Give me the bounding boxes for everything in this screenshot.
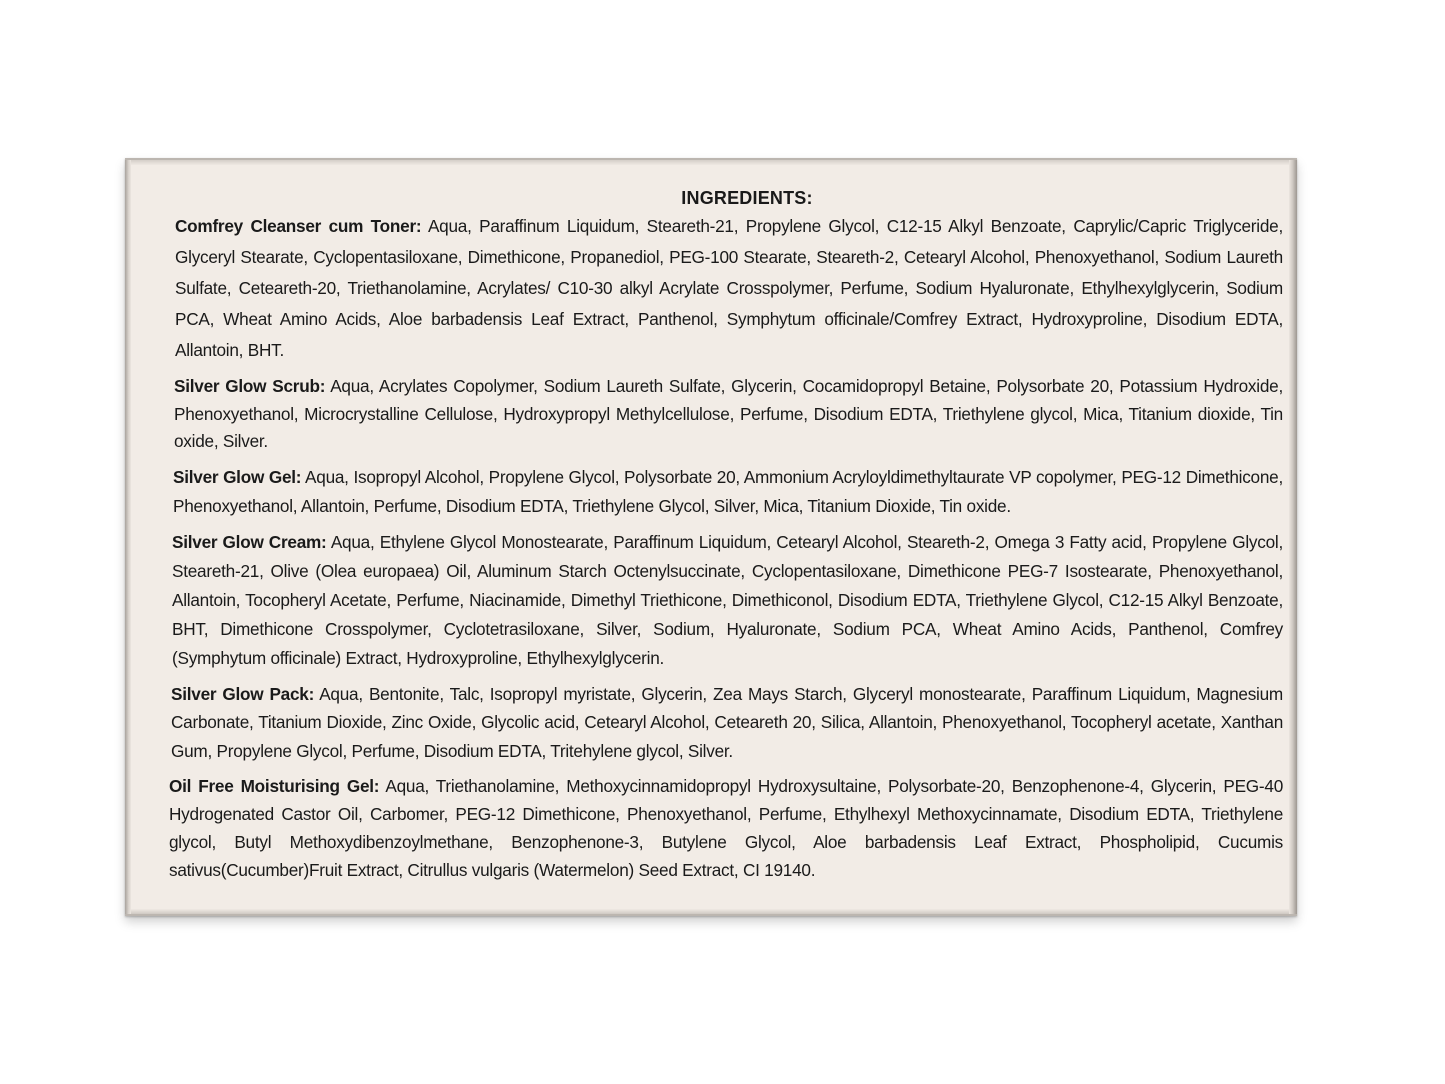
box-top-edge	[125, 160, 1297, 165]
ingredient-list: Aqua, Isopropyl Alcohol, Propylene Glycol, Polysorbate 20, Ammonium Acryloyldimethyltaurate VP copolymer, PEG-12 Dimethicone, Phenoxyethanol, Allantoin, Perfume, Disodium EDTA, Triethylene Glycol, Silver, Mica, Titanium Dioxide, Tin oxide.	[173, 466, 1283, 516]
product-name: Silver Glow Gel:	[173, 466, 302, 487]
box-left-edge	[125, 160, 131, 914]
ingredient-section-oil-free-gel	[169, 772, 1283, 884]
product-name: Silver Glow Pack:	[171, 683, 315, 704]
ingredient-list: Aqua, Paraffinum Liquidum, Steareth-21, Propylene Glycol, C12-15 Alkyl Benzoate, Caprylic/Capric Triglyceride, Glyceryl Stearate, Cyclopentasiloxane, Dimethicone, Propanediol, PEG-100 Stearate, Steareth-2, Cetearyl Alcohol, Phenoxyethanol, Sodium Laureth Sulfate, Ceteareth-20, Triethanolamine, Acrylates/ C10-30 alkyl Acrylate Crosspolymer, Perfume, Sodium Hyaluronate, Ethylhexylglycerin, Sodium PCA, Wheat Amino Acids, Aloe barbadensis Leaf Extract, Panthenol, Symphytum officinale/Comfrey Extract, Hydroxyproline, Disodium EDTA, Allantoin, BHT.	[175, 216, 1283, 360]
box-right-edge	[1289, 160, 1297, 914]
product-box-panel	[125, 158, 1297, 916]
ingredient-list: Aqua, Triethanolamine, Methoxycinnamidopropyl Hydroxysultaine, Polysorbate-20, Benzophenone-4, Glycerin, PEG-40 Hydrogenated Castor Oil, Carbomer, PEG-12 Dimethicone, Phenoxyethanol, Perfume, Ethylhexyl Methoxycinnamate, Disodium EDTA, Triethylene glycol, Butyl Methoxydibenzoylmethane, Benzophenone-3, Butylene Glycol, Aloe barbadensis Leaf Extract, Phospholipid, Cucumis sativus(Cucumber)Fruit Extract, Citrullus vulgaris (Watermelon) Seed Extract, CI 19140.	[169, 776, 1284, 880]
ingredient-list: Aqua, Bentonite, Talc, Isopropyl myristate, Glycerin, Zea Mays Starch, Glyceryl monostearate, Paraffinum Liquidum, Magnesium Carbonate, Titanium Dioxide, Zinc Oxide, Glycolic acid, Cetearyl Alcohol, Ceteareth 20, Silica, Allantoin, Phenoxyethanol, Tocopheryl acetate, Xanthan Gum, Propylene Glycol, Perfume, Disodium EDTA, Tritehylene glycol, Silver.	[171, 683, 1284, 761]
product-name: Silver Glow Scrub:	[174, 376, 326, 396]
ingredients-heading: INGREDIENTS:	[681, 188, 813, 208]
ingredient-list: Aqua, Ethylene Glycol Monostearate, Paraffinum Liquidum, Cetearyl Alcohol, Steareth-2, Omega 3 Fatty acid, Propylene Glycol, Steareth-21, Olive (Olea europaea) Oil, Aluminum Starch Octenylsuccinate, Cyclopentasiloxane, Dimethicone PEG-7 Isostearate, Phenoxyethanol, Allantoin, Tocopheryl Acetate, Perfume, Niacinamide, Dimethyl Triethicone, Dimethiconol, Disodium EDTA, Triethylene Glycol, C12-15 Alkyl Benzoate, BHT, Dimethicone Crosspolymer, Cyclotetrasiloxane, Silver, Sodium, Hyaluronate, Sodium PCA, Wheat Amino Acids, Panthenol, Comfrey (Symphytum officinale) Extract, Hydroxyproline, Ethylhexylglycerin.	[172, 531, 1284, 668]
ingredient-list: Aqua, Acrylates Copolymer, Sodium Laureth Sulfate, Glycerin, Cocamidopropyl Betaine, Polysorbate 20, Potassium Hydroxide, Phenoxyethanol, Microcrystalline Cellulose, Hydroxypropyl Methylcellulose, Perfume, Disodium EDTA, Triethylene glycol, Mica, Titanium dioxide, Tin oxide, Silver.	[174, 376, 1283, 451]
ingredient-section-silver-glow-scrub	[174, 373, 1283, 456]
product-name: Comfrey Cleanser cum Toner:	[175, 216, 422, 236]
product-name: Silver Glow Cream:	[172, 531, 327, 552]
ingredient-section-comfrey-cleanser	[175, 211, 1283, 366]
box-bottom-edge	[125, 909, 1297, 914]
ingredient-section-silver-glow-cream	[172, 528, 1283, 673]
product-name: Oil Free Moisturising Gel:	[169, 776, 380, 796]
ingredient-section-silver-glow-gel	[173, 463, 1283, 521]
ingredients-label	[171, 188, 1283, 891]
ingredient-section-silver-glow-pack	[171, 680, 1283, 766]
